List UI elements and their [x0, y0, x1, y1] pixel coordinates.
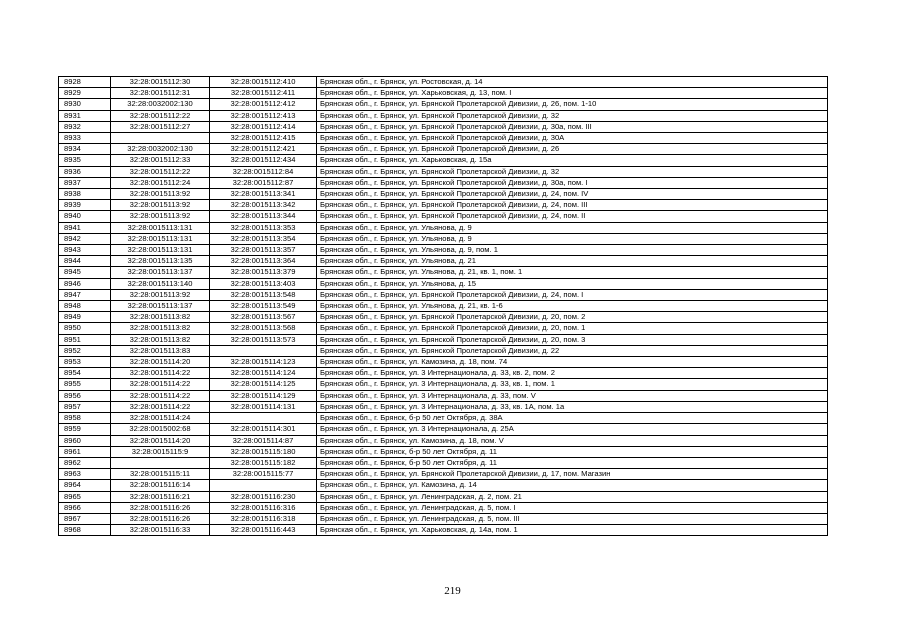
object-cadastral-number-cell: 32:28:0015112:414 [210, 121, 317, 132]
address-cell: Брянская обл., г. Брянск, ул. Харьковская, д. 15а [317, 155, 828, 166]
row-number-cell: 8954 [59, 368, 111, 379]
address-cell: Брянская обл., г. Брянск, ул. Харьковская, д. 14а, пом. 1 [317, 525, 828, 536]
parcel-cadastral-number-cell: 32:28:0015113:92 [111, 189, 210, 200]
parcel-cadastral-number-cell: 32:28:0015112:27 [111, 121, 210, 132]
address-cell: Брянская обл., г. Брянск, ул. Брянской Пролетарской Дивизии, д. 26 [317, 144, 828, 155]
object-cadastral-number-cell: 32:28:0015113:403 [210, 278, 317, 289]
object-cadastral-number-cell: 32:28:0015113:568 [210, 323, 317, 334]
row-number-cell: 8929 [59, 88, 111, 99]
table-row [59, 155, 828, 166]
address-cell: Брянская обл., г. Брянск, ул. Брянской Пролетарской Дивизии, д. 24, пом. II [317, 211, 828, 222]
parcel-cadastral-number-cell: 32:28:0015114:22 [111, 401, 210, 412]
address-cell: Брянская обл., г. Брянск, ул. Ленинградская, д. 5, пом. I [317, 502, 828, 513]
address-cell: Брянская обл., г. Брянск, ул. Брянской Пролетарской Дивизии, д. 20, пом. 1 [317, 323, 828, 334]
parcel-cadastral-number-cell: 32:28:0015114:22 [111, 379, 210, 390]
parcel-cadastral-number-cell: 32:28:0015116:26 [111, 513, 210, 524]
object-cadastral-number-cell: 32:28:0015112:413 [210, 110, 317, 121]
row-number-cell: 8967 [59, 513, 111, 524]
address-cell: Брянская обл., г. Брянск, б-р 50 лет Октября, д. 38А [317, 413, 828, 424]
row-number-cell: 8947 [59, 289, 111, 300]
object-cadastral-number-cell: 32:28:0015112:434 [210, 155, 317, 166]
address-cell: Брянская обл., г. Брянск, ул. Брянской Пролетарской Дивизии, д. 30А [317, 133, 828, 144]
row-number-cell: 8940 [59, 211, 111, 222]
row-number-cell: 8944 [59, 256, 111, 267]
row-number-cell: 8936 [59, 166, 111, 177]
object-cadastral-number-cell: 32:28:0015112:415 [210, 133, 317, 144]
row-number-cell: 8952 [59, 345, 111, 356]
parcel-cadastral-number-cell: 32:28:0015114:20 [111, 435, 210, 446]
object-cadastral-number-cell: 32:28:0015113:344 [210, 211, 317, 222]
address-cell: Брянская обл., г. Брянск, ул. 3 Интернационала, д. 33, кв. 1, пом. 1 [317, 379, 828, 390]
table-row [59, 446, 828, 457]
address-cell: Брянская обл., г. Брянск, б-р 50 лет Октября, д. 11 [317, 457, 828, 468]
table-row [59, 424, 828, 435]
table-row [59, 289, 828, 300]
row-number-cell: 8951 [59, 334, 111, 345]
row-number-cell: 8928 [59, 77, 111, 88]
object-cadastral-number-cell [210, 480, 317, 491]
table-row [59, 323, 828, 334]
address-cell: Брянская обл., г. Брянск, ул. Ульянова, д. 9, пом. 1 [317, 245, 828, 256]
object-cadastral-number-cell: 32:28:0015114:301 [210, 424, 317, 435]
table-row [59, 166, 828, 177]
row-number-cell: 8942 [59, 233, 111, 244]
address-cell: Брянская обл., г. Брянск, ул. Брянской Пролетарской Дивизии, д. 24, пом. IV [317, 189, 828, 200]
address-cell: Брянская обл., г. Брянск, ул. Брянской Пролетарской Дивизии, д. 32 [317, 166, 828, 177]
object-cadastral-number-cell: 32:28:0015113:342 [210, 200, 317, 211]
object-cadastral-number-cell [210, 345, 317, 356]
parcel-cadastral-number-cell: 32:28:0015116:21 [111, 491, 210, 502]
address-cell: Брянская обл., г. Брянск, ул. Ульянова, д. 9 [317, 233, 828, 244]
table-row [59, 121, 828, 132]
address-cell: Брянская обл., г. Брянск, ул. Камозина, д. 18, пом. V [317, 435, 828, 446]
table-row [59, 256, 828, 267]
parcel-cadastral-number-cell: 32:28:0015113:131 [111, 222, 210, 233]
table-row [59, 357, 828, 368]
row-number-cell: 8937 [59, 177, 111, 188]
table-row [59, 368, 828, 379]
address-cell: Брянская обл., г. Брянск, ул. Ростовская, д. 14 [317, 77, 828, 88]
table-row [59, 99, 828, 110]
row-number-cell: 8943 [59, 245, 111, 256]
parcel-cadastral-number-cell: 32:28:0015113:131 [111, 233, 210, 244]
table-row [59, 278, 828, 289]
row-number-cell: 8955 [59, 379, 111, 390]
parcel-cadastral-number-cell: 32:28:0032002:130 [111, 144, 210, 155]
address-cell: Брянская обл., г. Брянск, ул. Ленинградская, д. 2, пом. 21 [317, 491, 828, 502]
row-number-cell: 8956 [59, 390, 111, 401]
row-number-cell: 8957 [59, 401, 111, 412]
object-cadastral-number-cell: 32:28:0015113:379 [210, 267, 317, 278]
address-cell: Брянская обл., г. Брянск, ул. Ульянова, д. 15 [317, 278, 828, 289]
address-cell: Брянская обл., г. Брянск, б-р 50 лет Октября, д. 11 [317, 446, 828, 457]
object-cadastral-number-cell: 32:28:0015112:411 [210, 88, 317, 99]
table-row [59, 211, 828, 222]
table-row [59, 502, 828, 513]
object-cadastral-number-cell: 32:28:0015113:354 [210, 233, 317, 244]
address-cell: Брянская обл., г. Брянск, ул. Брянской Пролетарской Дивизии, д. 17, пом. Магазин [317, 469, 828, 480]
parcel-cadastral-number-cell: 32:28:0015114:22 [111, 390, 210, 401]
table-row [59, 144, 828, 155]
object-cadastral-number-cell: 32:28:0015113:353 [210, 222, 317, 233]
row-number-cell: 8958 [59, 413, 111, 424]
object-cadastral-number-cell: 32:28:0015116:230 [210, 491, 317, 502]
page-number: 219 [444, 585, 461, 597]
address-cell: Брянская обл., г. Брянск, ул. Брянской Пролетарской Дивизии, д. 20, пом. 2 [317, 312, 828, 323]
parcel-cadastral-number-cell [111, 133, 210, 144]
row-number-cell: 8959 [59, 424, 111, 435]
address-cell: Брянская обл., г. Брянск, ул. Брянской Пролетарской Дивизии, д. 30а, пом. III [317, 121, 828, 132]
register-table-body [59, 77, 828, 536]
parcel-cadastral-number-cell: 32:28:0015112:24 [111, 177, 210, 188]
cadastral-register-table [58, 76, 828, 536]
table-row [59, 413, 828, 424]
object-cadastral-number-cell: 32:28:0015113:548 [210, 289, 317, 300]
parcel-cadastral-number-cell: 32:28:0015113:135 [111, 256, 210, 267]
table-row [59, 133, 828, 144]
table-row [59, 189, 828, 200]
parcel-cadastral-number-cell: 32:28:0015115:11 [111, 469, 210, 480]
object-cadastral-number-cell: 32:28:0015114:131 [210, 401, 317, 412]
row-number-cell: 8948 [59, 301, 111, 312]
parcel-cadastral-number-cell: 32:28:0015113:82 [111, 334, 210, 345]
object-cadastral-number-cell: 32:28:0015113:364 [210, 256, 317, 267]
table-row [59, 267, 828, 278]
row-number-cell: 8961 [59, 446, 111, 457]
object-cadastral-number-cell: 32:28:0015113:549 [210, 301, 317, 312]
object-cadastral-number-cell: 32:28:0015116:318 [210, 513, 317, 524]
parcel-cadastral-number-cell: 32:28:0015113:92 [111, 289, 210, 300]
object-cadastral-number-cell: 32:28:0015113:341 [210, 189, 317, 200]
table-row [59, 491, 828, 502]
address-cell: Брянская обл., г. Брянск, ул. Ленинградская, д. 5, пом. III [317, 513, 828, 524]
table-row [59, 245, 828, 256]
parcel-cadastral-number-cell: 32:28:0015112:22 [111, 110, 210, 121]
row-number-cell: 8966 [59, 502, 111, 513]
table-row [59, 525, 828, 536]
table-row [59, 110, 828, 121]
address-cell: Брянская обл., г. Брянск, ул. Харьковская, д. 13, пом. I [317, 88, 828, 99]
table-row [59, 345, 828, 356]
object-cadastral-number-cell: 32:28:0015112:87 [210, 177, 317, 188]
parcel-cadastral-number-cell: 32:28:0015113:82 [111, 323, 210, 334]
address-cell: Брянская обл., г. Брянск, ул. Брянской Пролетарской Дивизии, д. 24, пом. I [317, 289, 828, 300]
object-cadastral-number-cell: 32:28:0015113:567 [210, 312, 317, 323]
parcel-cadastral-number-cell: 32:28:0015112:31 [111, 88, 210, 99]
table-row [59, 233, 828, 244]
object-cadastral-number-cell: 32:28:0015116:316 [210, 502, 317, 513]
address-cell: Брянская обл., г. Брянск, ул. Брянской Пролетарской Дивизии, д. 24, пом. III [317, 200, 828, 211]
parcel-cadastral-number-cell: 32:28:0015116:33 [111, 525, 210, 536]
row-number-cell: 8946 [59, 278, 111, 289]
address-cell: Брянская обл., г. Брянск, ул. Ульянова, д. 21, кв. 1-6 [317, 301, 828, 312]
parcel-cadastral-number-cell: 32:28:0032002:130 [111, 99, 210, 110]
object-cadastral-number-cell: 32:28:0015113:357 [210, 245, 317, 256]
table-row [59, 177, 828, 188]
object-cadastral-number-cell: 32:28:0015115:182 [210, 457, 317, 468]
row-number-cell: 8963 [59, 469, 111, 480]
object-cadastral-number-cell: 32:28:0015115:180 [210, 446, 317, 457]
object-cadastral-number-cell [210, 413, 317, 424]
parcel-cadastral-number-cell: 32:28:0015115:9 [111, 446, 210, 457]
table-row [59, 334, 828, 345]
object-cadastral-number-cell: 32:28:0015112:421 [210, 144, 317, 155]
table-row [59, 513, 828, 524]
row-number-cell: 8962 [59, 457, 111, 468]
object-cadastral-number-cell: 32:28:0015114:125 [210, 379, 317, 390]
parcel-cadastral-number-cell: 32:28:0015112:33 [111, 155, 210, 166]
row-number-cell: 8939 [59, 200, 111, 211]
parcel-cadastral-number-cell: 32:28:0015113:140 [111, 278, 210, 289]
row-number-cell: 8945 [59, 267, 111, 278]
address-cell: Брянская обл., г. Брянск, ул. Камозина, д. 14 [317, 480, 828, 491]
address-cell: Брянская обл., г. Брянск, ул. Брянской Пролетарской Дивизии, д. 32 [317, 110, 828, 121]
object-cadastral-number-cell: 32:28:0015113:573 [210, 334, 317, 345]
parcel-cadastral-number-cell [111, 457, 210, 468]
row-number-cell: 8968 [59, 525, 111, 536]
table-row [59, 379, 828, 390]
table-row [59, 469, 828, 480]
table-row [59, 88, 828, 99]
parcel-cadastral-number-cell: 32:28:0015113:83 [111, 345, 210, 356]
object-cadastral-number-cell: 32:28:0015114:123 [210, 357, 317, 368]
address-cell: Брянская обл., г. Брянск, ул. Брянской Пролетарской Дивизии, д. 20, пом. 3 [317, 334, 828, 345]
table-row [59, 312, 828, 323]
table-row [59, 435, 828, 446]
table-row [59, 200, 828, 211]
table-row [59, 480, 828, 491]
object-cadastral-number-cell: 32:28:0015116:443 [210, 525, 317, 536]
address-cell: Брянская обл., г. Брянск, ул. 3 Интернационала, д. 33, кв. 2, пом. 2 [317, 368, 828, 379]
address-cell: Брянская обл., г. Брянск, ул. Ульянова, д. 21 [317, 256, 828, 267]
row-number-cell: 8950 [59, 323, 111, 334]
parcel-cadastral-number-cell: 32:28:0015112:22 [111, 166, 210, 177]
row-number-cell: 8933 [59, 133, 111, 144]
table-row [59, 77, 828, 88]
parcel-cadastral-number-cell: 32:28:0015114:22 [111, 368, 210, 379]
parcel-cadastral-number-cell: 32:28:0015113:137 [111, 267, 210, 278]
address-cell: Брянская обл., г. Брянск, ул. Ульянова, д. 21, кв. 1, пом. 1 [317, 267, 828, 278]
parcel-cadastral-number-cell: 32:28:0015113:137 [111, 301, 210, 312]
row-number-cell: 8964 [59, 480, 111, 491]
object-cadastral-number-cell: 32:28:0015115:77 [210, 469, 317, 480]
address-cell: Брянская обл., г. Брянск, ул. 3 Интернационала, д. 33, пом. V [317, 390, 828, 401]
table-row [59, 390, 828, 401]
row-number-cell: 8960 [59, 435, 111, 446]
parcel-cadastral-number-cell: 32:28:0015113:82 [111, 312, 210, 323]
row-number-cell: 8949 [59, 312, 111, 323]
row-number-cell: 8941 [59, 222, 111, 233]
address-cell: Брянская обл., г. Брянск, ул. Камозина, д. 18, пом. 74 [317, 357, 828, 368]
table-row [59, 222, 828, 233]
table-row [59, 401, 828, 412]
parcel-cadastral-number-cell: 32:28:0015114:20 [111, 357, 210, 368]
parcel-cadastral-number-cell: 32:28:0015113:92 [111, 211, 210, 222]
row-number-cell: 8932 [59, 121, 111, 132]
parcel-cadastral-number-cell: 32:28:0015114:24 [111, 413, 210, 424]
row-number-cell: 8953 [59, 357, 111, 368]
parcel-cadastral-number-cell: 32:28:0015113:131 [111, 245, 210, 256]
row-number-cell: 8931 [59, 110, 111, 121]
row-number-cell: 8935 [59, 155, 111, 166]
object-cadastral-number-cell: 32:28:0015114:87 [210, 435, 317, 446]
object-cadastral-number-cell: 32:28:0015112:84 [210, 166, 317, 177]
row-number-cell: 8930 [59, 99, 111, 110]
row-number-cell: 8965 [59, 491, 111, 502]
address-cell: Брянская обл., г. Брянск, ул. Ульянова, д. 9 [317, 222, 828, 233]
parcel-cadastral-number-cell: 32:28:0015116:14 [111, 480, 210, 491]
object-cadastral-number-cell: 32:28:0015112:410 [210, 77, 317, 88]
parcel-cadastral-number-cell: 32:28:0015112:30 [111, 77, 210, 88]
address-cell: Брянская обл., г. Брянск, ул. Брянской Пролетарской Дивизии, д. 30а, пом. I [317, 177, 828, 188]
address-cell: Брянская обл., г. Брянск, ул. 3 Интернационала, д. 33, кв. 1А, пом. 1а [317, 401, 828, 412]
address-cell: Брянская обл., г. Брянск, ул. 3 Интернационала, д. 25А [317, 424, 828, 435]
address-cell: Брянская обл., г. Брянск, ул. Брянской Пролетарской Дивизии, д. 22 [317, 345, 828, 356]
row-number-cell: 8938 [59, 189, 111, 200]
address-cell: Брянская обл., г. Брянск, ул. Брянской Пролетарской Дивизии, д. 26, пом. 1-10 [317, 99, 828, 110]
object-cadastral-number-cell: 32:28:0015112:412 [210, 99, 317, 110]
parcel-cadastral-number-cell: 32:28:0015116:26 [111, 502, 210, 513]
object-cadastral-number-cell: 32:28:0015114:124 [210, 368, 317, 379]
parcel-cadastral-number-cell: 32:28:0015002:68 [111, 424, 210, 435]
object-cadastral-number-cell: 32:28:0015114:129 [210, 390, 317, 401]
table-row [59, 457, 828, 468]
table-row [59, 301, 828, 312]
parcel-cadastral-number-cell: 32:28:0015113:92 [111, 200, 210, 211]
row-number-cell: 8934 [59, 144, 111, 155]
